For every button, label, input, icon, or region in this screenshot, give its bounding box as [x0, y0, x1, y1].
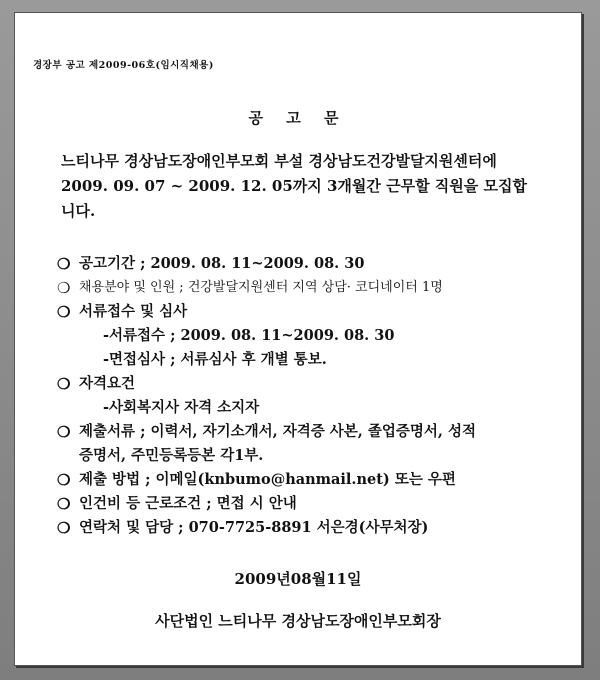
- document-number: 경장부 공고 제2009-06호(임시직채용): [33, 60, 214, 71]
- list-item-text: 공고기간 ; 2009. 08. 11~2009. 08. 30: [79, 255, 365, 272]
- list-item: [57, 324, 577, 348]
- intro-line-1: 느티나무 경상남도장애인부모회 부설 경상남도건강발달지원센터에: [61, 152, 497, 170]
- intro-paragraph: [61, 149, 561, 224]
- list-item: [57, 516, 577, 540]
- list-item: [57, 276, 577, 300]
- list-item: [57, 252, 577, 276]
- list-item: [57, 420, 577, 444]
- circle-bullet-icon: ❍: [57, 423, 71, 441]
- list-item: [57, 396, 577, 420]
- list-item: [57, 444, 577, 468]
- circle-bullet-icon: ❍: [57, 303, 71, 321]
- list-item-text: 인건비 등 근로조건 ; 면접 시 안내: [79, 495, 297, 512]
- signature-organization: 사단법인 느티나무 경상남도장애인부모회장: [155, 612, 441, 630]
- circle-bullet-icon: ❍: [57, 375, 71, 393]
- list-item-text: 자격요건: [79, 375, 136, 392]
- list-item: [57, 300, 577, 324]
- intro-line-2: 2009. 09. 07 ~ 2009. 12. 05까지 3개월간 근무할 직원을 모집합: [61, 177, 527, 195]
- list-item: [57, 468, 577, 492]
- list-item-text: 증명서, 주민등록등본 각1부.: [79, 447, 264, 464]
- notice-date: 2009년08월11일: [234, 570, 362, 588]
- notice-document: [14, 12, 582, 666]
- circle-bullet-icon: ❍: [57, 471, 71, 489]
- circle-bullet-icon: ❍: [57, 255, 71, 273]
- list-item-text: -사회복지사 자격 소지자: [103, 399, 260, 416]
- list-item-text: 채용분야 및 인원 ; 건강발달지원센터 지역 상담· 코디네이터 1명: [79, 280, 443, 295]
- circle-bullet-icon: ❍: [57, 495, 71, 513]
- list-item-text: 서류접수 및 심사: [79, 303, 188, 320]
- circle-bullet-icon: ❍: [57, 279, 71, 297]
- page-title: 공 고 문: [248, 109, 348, 127]
- list-item-text: 제출서류 ; 이력서, 자기소개서, 자격증 사본, 졸업증명서, 성적: [79, 423, 477, 440]
- intro-line-3: 니다.: [61, 202, 96, 220]
- recruitment-details-list: [57, 252, 577, 540]
- list-item-text: 제출 방법 ; 이메일(knbumo@hanmail.net) 또는 우편: [79, 471, 456, 488]
- list-item-text: -서류접수 ; 2009. 08. 11~2009. 08. 30: [103, 327, 395, 344]
- list-item: [57, 492, 577, 516]
- list-item-text: -면접심사 ; 서류심사 후 개별 통보.: [103, 351, 327, 368]
- list-item-text: 연락처 및 담당 ; 070-7725-8891 서은경(사무처장): [79, 519, 429, 536]
- circle-bullet-icon: ❍: [57, 519, 71, 537]
- list-item: [57, 348, 577, 372]
- list-item: [57, 372, 577, 396]
